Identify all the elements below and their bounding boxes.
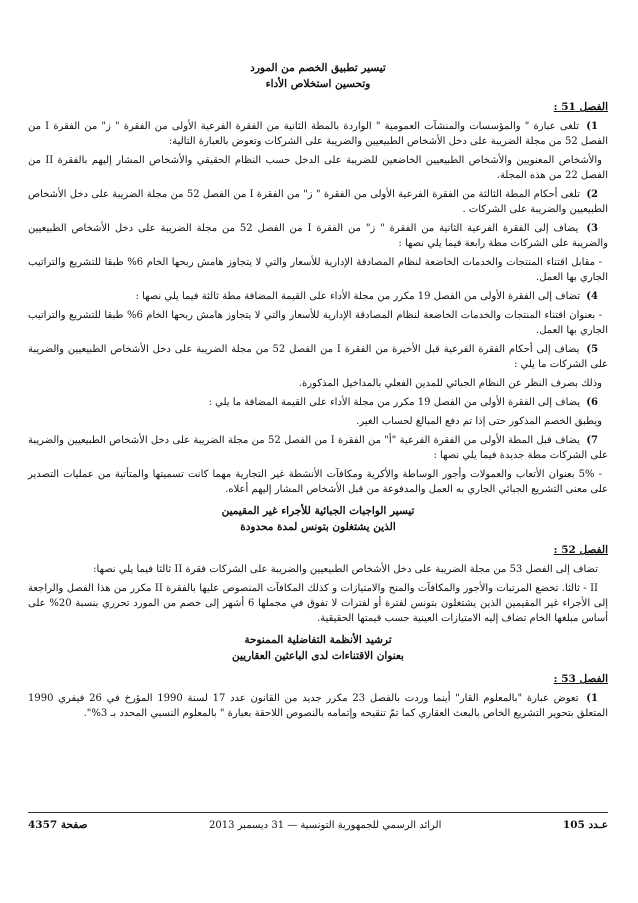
page-title-line2: وتحسين استخلاص الأداء (265, 78, 371, 90)
paragraph-number: 6) (586, 397, 598, 408)
chapter-51-paragraph-2 (28, 187, 608, 217)
paragraph-number: 4) (586, 291, 598, 302)
chapter-51-paragraph-1-quote: والأشخاص المعنويين والأشخاص الطبيعيين الخاضعين للضريبة على الدخل حسب النظام الحقيقي والأشخاص المشار إليهم بالفقرة II من الفصل 22 من هذه المجلة. (28, 155, 608, 181)
paragraph-text: يضاف قبل المطة الأولى من الفقرة الفرعية "أ" من الفقرة I من الفصل 52 من مجلة الضريبة على دخل الأشخاص الطبيعيين والضريبة على الشركات مطة جديدة فيما يلي نصها : (28, 435, 608, 461)
paragraph-text: تلغى أحكام المطة الثالثة من الفقرة الفرعية الأولى من الفقرة " ز" من الفقرة I من الفصل 52 من مجلة الضريبة على دخل الأشخاص الطبيعيين والضريبة على الشركات . (28, 189, 608, 215)
chapter-51-paragraph-5 (28, 342, 608, 372)
chapter-51-paragraph-1 (28, 119, 608, 149)
paragraph-number: 5) (586, 344, 599, 355)
section-3-title-line2: بعنوان الاقتناءات لدى الباعثين العقاريين (232, 650, 404, 662)
paragraph-number: 2) (586, 189, 599, 200)
chapter-51-label: الفصل 51 : (553, 101, 608, 113)
page-footer (28, 812, 608, 831)
paragraph-number: 3) (586, 223, 599, 234)
chapter-51-paragraph-5-quote: وذلك بصرف النظر عن النظام الجبائي للمدين الفعلي بالمداخيل المذكورة. (298, 378, 602, 389)
paragraph-text: تضاف إلى الفقرة الأولى من الفصل 19 مكرر من مجلة الأداء على القيمة المضافة مطة ثالثة فيما يلي نصها : (135, 291, 581, 302)
chapter-52-label: الفصل 52 : (553, 544, 608, 556)
chapter-51-paragraph-3-quote: - مقابل اقتناء المنتجات والخدمات الخاضعة لنظام المصادقة الإدارية للأسعار والتي لا يتجاوز هامش ربحها الخام 6% طبقا للتشريع والتراتيب الجاري بها العمل. (28, 257, 608, 283)
chapter-51-paragraph-6 (28, 395, 608, 410)
chapter-53-label: الفصل 53 : (553, 673, 608, 685)
paragraph-text: يضاف إلى الفقرة الأولى من الفصل 19 مكرر من مجلة الأداء على القيمة المضافة ما يلي : (208, 397, 581, 408)
chapter-51-paragraph-4-quote: - بعنوان اقتناء المنتجات والخدمات الخاضعة لنظام المصادقة الإدارية للأسعار والتي لا يتجاوز هامش ربحها الخام 6% طبقا للتشريع والتراتيب الجاري بها العمل. (28, 310, 608, 336)
paragraph-text: يضاف إلى الفقرة الفرعية الثانية من الفقرة " ز" من الفقرة I من الفصل 52 من مجلة الضريبة على دخل الأشخاص الطبيعيين والضريبة على الشركات مطة رابعة فيما يلي نصها : (28, 223, 608, 249)
chapter-51-paragraph-3 (28, 221, 608, 251)
paragraph-text: تلغى عبارة " والمؤسسات والمنشآت العمومية " الواردة بالمطة الثانية من الفقرة الفرعية الأولى من الفقرة " ز" من الفقرة I من الفصل 52 من مجلة الضريبة على دخل الأشخاص الطبيعيين والضريبة على الشركات وتعوض بالعبارة التالية: (28, 121, 608, 147)
document-page (28, 60, 608, 725)
section-2-title-line1: تيسير الواجبات الجبائية للأجراء غير المقيمين (221, 505, 415, 517)
chapter-52-intro: تضاف إلى الفصل 53 من مجلة الضريبة على دخل الأشخاص الطبيعيين والضريبة على الشركات فقرة II ثالثا فيما يلي نصها: (93, 564, 598, 575)
issue-number: عـدد 105 (562, 819, 608, 831)
chapter-51-paragraph-7 (28, 433, 608, 463)
chapter-51-paragraph-7-quote: - 5% بعنوان الأتعاب والعمولات وأجور الوساطة والأكرية ومكافآت الأنشطة غير التجارية مهما كانت تسميتها والمتأتية من عمليات التصدير على معنى التشريع الجبائي الجاري به العمل والمدفوعة من قبل الأشخاص المشار إليهم أعلاه. (28, 469, 608, 495)
chapter-53-paragraph-1 (28, 691, 608, 721)
chapter-52-body: II - ثالثا. تخضع المرتبات والأجور والمكافآت والمنح والامتيازات و كذلك المكافآت المنصوص عليها بالفقرة II مكرر من هذا الفصل والراجعة إلى الأجراء غير المقيمين الذين يشتغلون بتونس لفترة أو لفترات لا تفوق في مجملها 6 أشهر إلى خصم من المورد تحرري بنسبة 20% على أساس مبلغها الخام تضاف إليه الامتيازات العينية حسب قيمتها الحقيقية. (28, 583, 609, 624)
page-title-line1: تيسير تطبيق الخصم من المورد (250, 62, 386, 74)
section-3-title-line1: ترشيد الأنظمة التفاضلية الممنوحة (244, 634, 392, 646)
chapter-51-paragraph-6-quote: ويطبق الخصم المذكور حتى إذا تم دفع المبالغ لحساب الغير. (356, 416, 602, 427)
paragraph-number: 7) (586, 435, 599, 446)
section-2-title-line2: الذين يشتغلون بتونس لمدة محدودة (240, 521, 396, 533)
paragraph-number: 1) (586, 693, 598, 704)
paragraph-number: 1) (586, 121, 598, 132)
chapter-51-paragraph-4 (28, 289, 608, 304)
paragraph-text: تعوض عبارة "بالمعلوم القار" أينما وردت بالفصل 23 مكرر جديد من القانون عدد 17 لسنة 1990 المؤرخ في 26 فيفري 1990 المتعلق بتحوير التشريع الخاص بالبعث العقاري كما تمّ تنقيحه وإتمامه بالنصوص اللاحقة بعبارة " بالمعلوم النسبي المحدد بـ 3%". (28, 693, 608, 719)
page-number: صفحة 4357 (28, 819, 88, 831)
paragraph-text: يضاف إلى أحكام الفقرة الفرعية قبل الأخيرة من الفقرة I من الفصل 52 من مجلة الضريبة على دخل الأشخاص الطبيعيين والضريبة على الشركات ما يلي : (28, 344, 608, 370)
gazette-name: الرائد الرسمي للجمهورية التونسية — 31 ديسمبر 2013 (209, 819, 442, 831)
